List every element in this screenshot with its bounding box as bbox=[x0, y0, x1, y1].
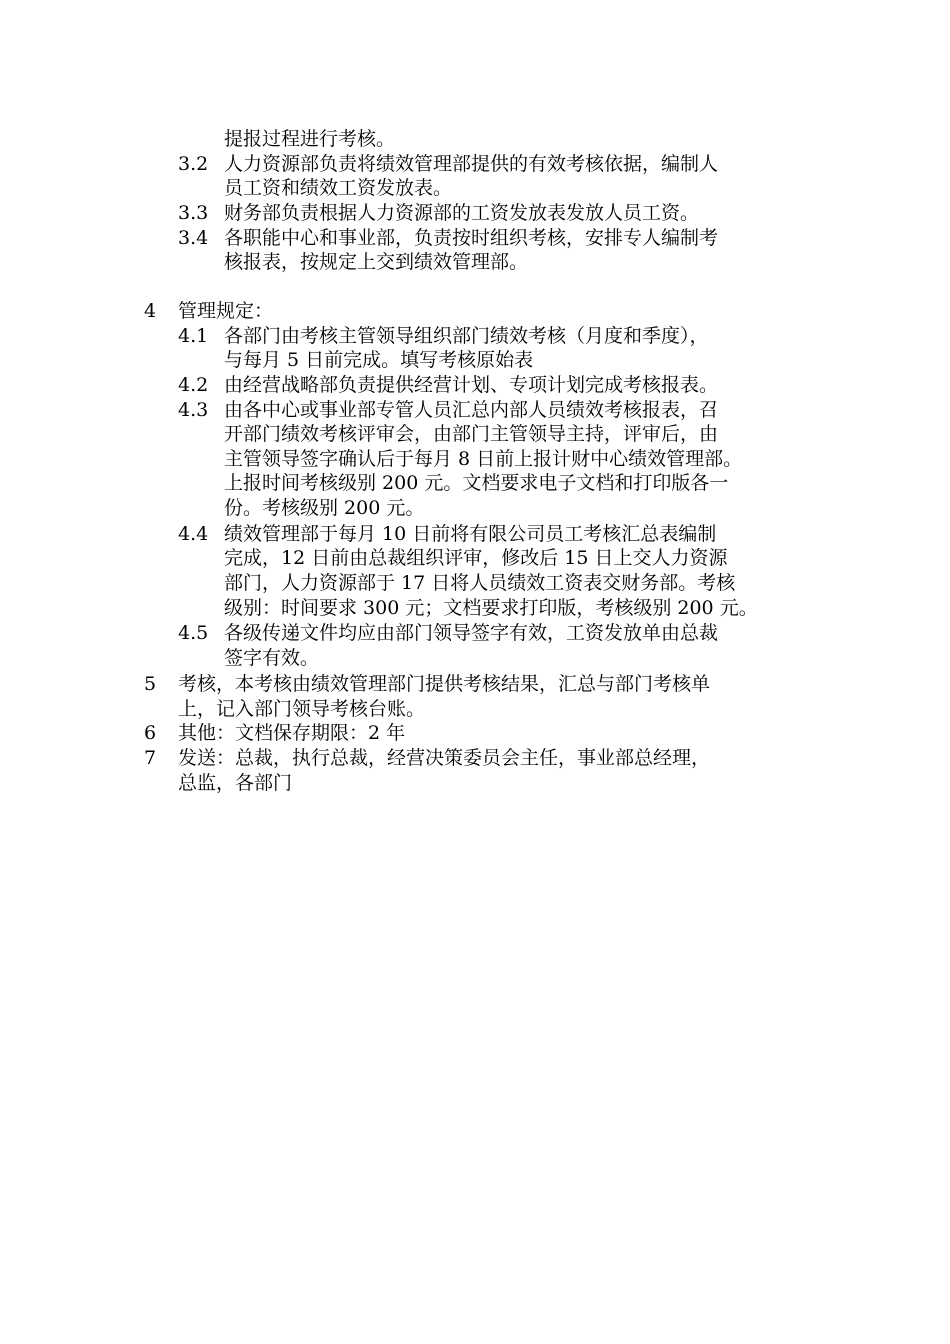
item-4-4-text: 完成，12 日前由总裁组织评审，修改后 15 日上交人力资源 bbox=[224, 547, 728, 569]
item-4-4-text: 绩效管理部于每月 10 日前将有限公司员工考核汇总表编制 bbox=[224, 523, 717, 545]
section7-text: 发送：总裁，执行总裁，经营决策委员会主任，事业部总经理， bbox=[178, 747, 711, 769]
section6-text: 其他：文档保存期限：2 年 bbox=[178, 722, 406, 744]
item-4-3-number: 4.3 bbox=[178, 399, 209, 421]
item-4-5-number: 4.5 bbox=[178, 622, 209, 644]
item-3-4-text: 核报表，按规定上交到绩效管理部。 bbox=[224, 251, 529, 273]
section5-number: 5 bbox=[144, 673, 157, 695]
item-4-3-text: 上报时间考核级别 200 元。文档要求电子文档和打印版各一 bbox=[224, 472, 729, 494]
item-4-3-text: 由各中心或事业部专管人员汇总内部人员绩效考核报表，召 bbox=[224, 399, 719, 421]
section7-text: 总监，各部门 bbox=[178, 772, 293, 794]
item-3-4-text: 各职能中心和事业部，负责按时组织考核，安排专人编制考 bbox=[224, 227, 719, 249]
item-4-4-text: 部门，人力资源部于 17 日将人员绩效工资表交财务部。考核 bbox=[224, 572, 736, 594]
section4-title: 管理规定： bbox=[178, 300, 274, 322]
item-4-4-number: 4.4 bbox=[178, 523, 209, 545]
section7-number: 7 bbox=[144, 747, 157, 769]
item-4-2-number: 4.2 bbox=[178, 374, 209, 396]
item-3-3-text: 财务部负责根据人力资源部的工资发放表发放人员工资。 bbox=[224, 202, 700, 224]
item-3-4-number: 3.4 bbox=[178, 227, 209, 249]
item-4-3-text: 份。考核级别 200 元。 bbox=[224, 497, 425, 519]
item-3-2-number: 3.2 bbox=[178, 153, 209, 175]
section3-continuation: 提报过程进行考核。 bbox=[224, 128, 396, 150]
item-4-3-text: 主管领导签字确认后于每月 8 日前上报计财中心绩效管理部。 bbox=[224, 448, 743, 470]
item-4-1-number: 4.1 bbox=[178, 325, 209, 347]
item-4-5-text: 各级传递文件均应由部门领导签字有效，工资发放单由总裁 bbox=[224, 622, 719, 644]
item-4-1-text: 各部门由考核主管领导组织部门绩效考核（月度和季度）， bbox=[224, 325, 709, 347]
item-3-3-number: 3.3 bbox=[178, 202, 209, 224]
item-3-2-text: 员工资和绩效工资发放表。 bbox=[224, 177, 453, 199]
item-4-4-text: 级别：时间要求 300 元；文档要求打印版，考核级别 200 元。 bbox=[224, 597, 758, 619]
section5-text: 上，记入部门领导考核台账。 bbox=[178, 698, 426, 720]
section5-text: 考核，本考核由绩效管理部门提供考核结果，汇总与部门考核单 bbox=[178, 673, 711, 695]
item-4-2-text: 由经营战略部负责提供经营计划、专项计划完成考核报表。 bbox=[224, 374, 719, 396]
section6-number: 6 bbox=[144, 722, 157, 744]
item-3-2-text: 人力资源部负责将绩效管理部提供的有效考核依据，编制人 bbox=[224, 153, 719, 175]
section4-number: 4 bbox=[144, 300, 157, 322]
item-4-5-text: 签字有效。 bbox=[224, 647, 320, 669]
item-4-3-text: 开部门绩效考核评审会，由部门主管领导主持，评审后，由 bbox=[224, 423, 719, 445]
item-4-1-text: 与每月 5 日前完成。填写考核原始表 bbox=[224, 349, 534, 371]
